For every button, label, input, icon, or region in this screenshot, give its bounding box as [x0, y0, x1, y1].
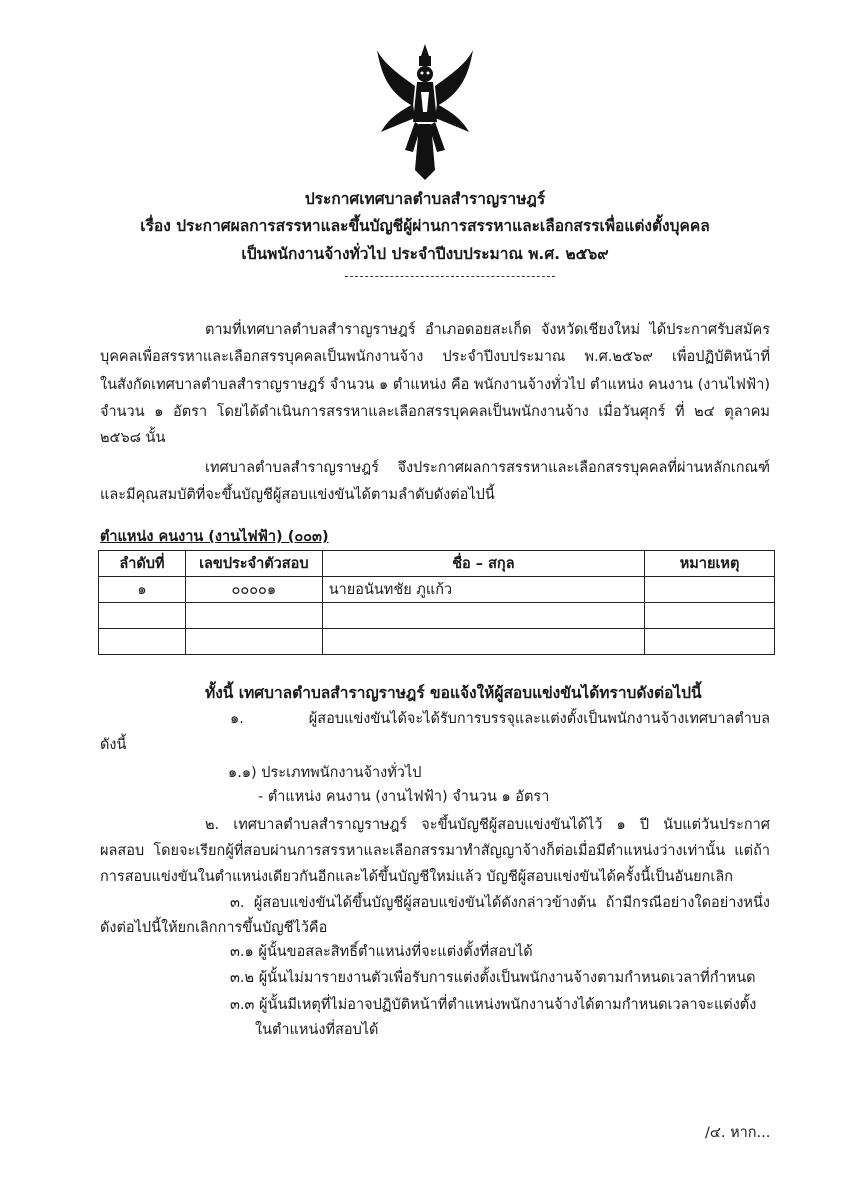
notice-heading: ทั้งนี้ เทศบาลตำบลสำราญราษฎร์ ขอแจ้งให้ผู้สอบแข่งขันได้ทราบดังต่อไปนี้ [205, 684, 702, 702]
cell [185, 629, 322, 655]
table-header-row [99, 551, 775, 577]
page-continuation: /๔. หาก... [705, 1125, 771, 1141]
announcement-subject-cont: เป็นพนักงานจ้างทั่วไป ประจำปีงบประมาณ พ.ศ. ๒๕๖๙ [241, 245, 609, 263]
col-order: ลำดับที่ [99, 551, 186, 577]
notice-item-1-1-detail: - ตำแหน่ง คนงาน (งานไฟฟ้า) จำนวน ๑ อัตรา [258, 789, 550, 805]
paragraph-line: บุคคลเพื่อสรรหาและเลือกสรรบุคคลเป็นพนักงานจ้าง ประจำปีงบประมาณ พ.ศ.๒๕๖๙ เพื่อปฏิบัติหน้าที่ [100, 349, 770, 365]
announcement-title: ประกาศเทศบาลตำบลสำราญราษฎร์ [304, 190, 546, 208]
cell [645, 603, 775, 629]
cell [322, 629, 644, 655]
notice-item-2-cont: การสอบแข่งขันในตำแหน่งเดียวกันอีกและได้ขึ้นบัญชีใหม่แล้ว บัญชีผู้สอบแข่งขันได้ครั้งนี้เป็นอันยกเลิก [100, 869, 734, 885]
cell [185, 603, 322, 629]
cell-exam-id: ๐๐๐๐๑ [185, 577, 322, 603]
notice-item-3-2: ๓.๒ ผู้นั้นไม่มารายงานตัวเพื่อรับการแต่งตั้งเป็นพนักงานจ้างตามกำหนดเวลาที่กำหนด [230, 970, 756, 986]
col-remark: หมายเหตุ [645, 551, 775, 577]
announcement-subject: เรื่อง ประกาศผลการสรรหาและขึ้นบัญชีผู้ผ่านการสรรหาและเลือกสรรเพื่อแต่งตั้งบุคคล [140, 217, 710, 235]
table-row [99, 577, 775, 603]
notice-item-1-1: ๑.๑) ประเภทพนักงานจ้างทั่วไป [228, 765, 422, 781]
paragraph-line: เทศบาลตำบลสำราญราษฎร์ จึงประกาศผลการสรรหาและเลือกสรรบุคคลที่ผ่านหลักเกณฑ์ [205, 460, 770, 476]
title-divider [345, 276, 555, 277]
paragraph-line: ในสังกัดเทศบาลตำบลสำราญราษฎร์ จำนวน ๑ ตำแหน่ง คือ พนักงานจ้างทั่วไป ตำแหน่ง คนงาน (งานไฟฟ้า) [100, 377, 770, 393]
garuda-emblem [375, 42, 475, 182]
notice-item-3: ๓. ผู้สอบแข่งขันได้ขึ้นบัญชีผู้สอบแข่งขันได้ดังกล่าวข้างต้น ถ้ามีกรณีอย่างใดอย่างหนึ่ง [230, 895, 770, 911]
cell-order: ๑ [99, 577, 186, 603]
results-table [98, 550, 775, 655]
cell [99, 603, 186, 629]
notice-item-1: ๑. ผู้สอบแข่งขันได้จะได้รับการบรรจุและแต่งตั้งเป็นพนักงานจ้างเทศบาลตำบล [230, 711, 770, 727]
paragraph-line: ตามที่เทศบาลตำบลสำราญราษฎร์ อำเภอดอยสะเก็ด จังหวัดเชียงใหม่ ได้ประกาศรับสมัคร [205, 322, 770, 338]
notice-item-3-3: ๓.๓ ผู้นั้นมีเหตุที่ไม่อาจปฏิบัติหน้าที่ตำแหน่งพนักงานจ้างได้ตามกำหนดเวลาจะแต่งตั้ง [230, 997, 757, 1013]
paragraph-line: ๒๕๖๘ นั้น [100, 430, 166, 446]
cell [645, 629, 775, 655]
cell-name: นายอนันทชัย ภูแก้ว [322, 577, 644, 603]
cell [99, 629, 186, 655]
notice-item-3-cont: ดังต่อไปนี้ให้ยกเลิกการขึ้นบัญชีไว้คือ [100, 920, 328, 936]
table-row [99, 603, 775, 629]
table-caption: ตำแหน่ง คนงาน (งานไฟฟ้า) (๐๐๓) [100, 529, 329, 545]
col-exam-id: เลขประจำตัวสอบ [185, 551, 322, 577]
col-name: ชื่อ – สกุล [322, 551, 644, 577]
cell-remark [645, 577, 775, 603]
paragraph-line: จำนวน ๑ อัตรา โดยได้ดำเนินการสรรหาและเลือกสรรบุคคลเป็นพนักงานจ้าง เมื่อวันศุกร์ ที่ ๒๔ ตุลาคม [100, 404, 770, 420]
paragraph-line: และมีคุณสมบัติที่จะขึ้นบัญชีผู้สอบแข่งขันได้ตามลำดับดังต่อไปนี้ [100, 487, 495, 503]
notice-item-2-cont: ผลสอบ โดยจะเรียกผู้ที่สอบผ่านการสรรหาและเลือกสรรมาทำสัญญาจ้างก็ต่อเมื่อมีตำแหน่งว่างเท่านั้น แต่ถ้า [100, 843, 770, 859]
notice-item-1-cont: ดังนี้ [100, 737, 127, 753]
cell [322, 603, 644, 629]
notice-item-3-3-cont: ในตำแหน่งที่สอบได้ [255, 1022, 379, 1038]
table-row [99, 629, 775, 655]
notice-item-2: ๒. เทศบาลตำบลสำราญราษฎร์ จะขึ้นบัญชีผู้สอบแข่งขันได้ไว้ ๑ ปี นับแต่วันประกาศ [205, 817, 770, 833]
notice-item-3-1: ๓.๑ ผู้นั้นขอสละสิทธิ์ตำแหน่งที่จะแต่งตั้งที่สอบได้ [230, 944, 533, 960]
